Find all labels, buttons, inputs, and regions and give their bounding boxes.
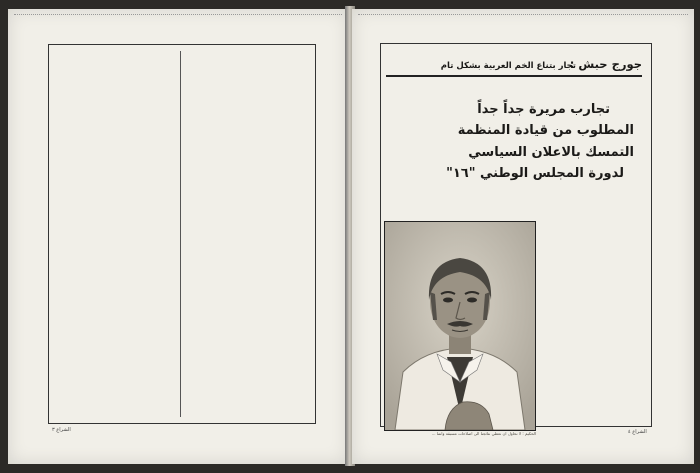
headline-line-1: تجارب مريرة جداً جداً — [477, 102, 610, 117]
page-top-rule — [358, 14, 688, 21]
left-page — [8, 9, 348, 464]
headline-underline — [386, 75, 642, 77]
headline-line-4: لدورة المجلس الوطني "١٦" — [446, 166, 624, 181]
column-divider — [180, 51, 181, 417]
right-page-body-column — [540, 195, 640, 417]
portrait-illustration — [385, 222, 535, 430]
headline-line-3: التمسك بالاعلان السياسي — [468, 145, 634, 160]
headline-line-2: المطلوب من قيادة المنظمة — [457, 123, 634, 138]
article-kicker: تجار بتناع الخم العربية بشكل تام — [440, 61, 576, 71]
portrait-photo — [384, 221, 536, 431]
right-page — [352, 9, 694, 464]
left-page-folio: الشراع ٣ — [52, 427, 71, 433]
right-page-folio: الشراع ٤ — [628, 429, 647, 435]
left-page-column-left — [54, 51, 176, 417]
article-byline-name: جورج حبش : — [569, 57, 642, 71]
page-top-rule — [14, 14, 342, 21]
left-page-column-right — [184, 51, 308, 417]
photo-caption: الحكيم : لا نحاول ان نعطي نتائجنا الى اصلاحات مسبقة وانما ... — [431, 431, 536, 436]
